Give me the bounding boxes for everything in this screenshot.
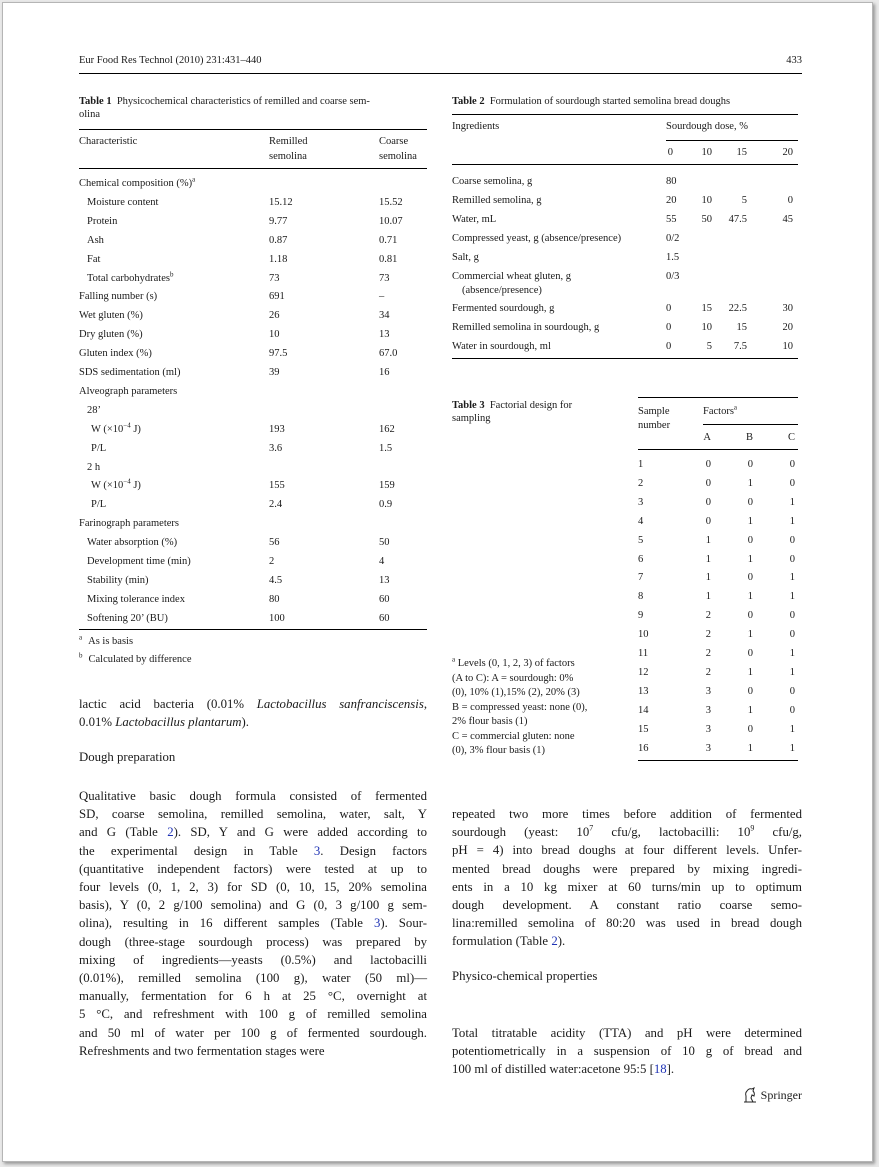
table-2-value: 5 (706, 341, 712, 353)
text-line: olina), resulting in 16 different samples (Table 3). Sour- (79, 916, 427, 931)
table-3-factor-level: 0 (789, 704, 795, 716)
table-3-sample-number: 2 (638, 477, 644, 489)
table-3-factor-level: 2 (705, 610, 711, 622)
table-1-coarse-value: 0.9 (379, 499, 393, 511)
table-3-sample-number: 5 (638, 534, 644, 546)
table-1-row-label: Total carbohydrates$^b$ (87, 270, 174, 284)
table-2-value: 1.5 (666, 251, 680, 263)
table-3-factor-level: 0 (747, 534, 753, 546)
text-line: Qualitative basic dough formula consisted of fermented (79, 789, 427, 803)
table-2-value: 20 (666, 194, 677, 206)
table-3-sample-number: 8 (638, 591, 644, 603)
text-line: 100 ml of distilled water:acetone 95:5 [18]. (452, 1062, 675, 1077)
table-3-col-factors (703, 405, 737, 418)
text-line: manually, fermentation for 6 h at 25 °C, overnight at (79, 989, 427, 1004)
table-2 (452, 95, 798, 365)
table-3-sample-number: 4 (638, 515, 644, 527)
table-1-remilled-value: 56 (269, 537, 280, 549)
table-2-value: 15 (736, 322, 747, 334)
table-3-factor-level: 1 (789, 723, 795, 735)
table-2-value: 50 (701, 213, 712, 225)
species-name: Lactobacillus plantarum (115, 715, 242, 730)
table-2-bottom-rule (452, 358, 798, 359)
table-1-remilled-value: 26 (269, 310, 280, 322)
table-2-caption (452, 95, 730, 108)
table-3-footnote-line: 2% flour basis (1) (452, 716, 528, 727)
text-line: Total titratable acidity (TTA) and pH were determined (452, 1026, 802, 1040)
text-line: the experimental design in Table 3. Design factors (79, 843, 428, 858)
table-1-remilled-value: 73 (269, 272, 280, 284)
table-3-factor-level: 0 (747, 723, 753, 735)
table-2-value: 15 (701, 303, 712, 315)
table-1-coarse-value: 73 (379, 272, 390, 284)
table-2-value: 0/2 (666, 232, 680, 244)
table-1-remilled-value: 3.6 (269, 442, 283, 454)
table-1-row-label: Fat (87, 253, 101, 265)
table-2-value: 45 (782, 213, 793, 225)
table-1-footnote (79, 635, 133, 648)
table-1-row-label: Dry gluten (%) (79, 329, 143, 341)
table-1-row-label: Wet gluten (%) (79, 310, 143, 322)
table-2-header-rule (452, 164, 798, 165)
text-line: basis), Y (0, 2 g/100 semolina) and G (0, 3 g/100 g sem- (79, 898, 427, 913)
table-3-factor-level: 1 (705, 572, 711, 584)
text-line: formulation (Table 2). (452, 934, 566, 949)
table-1-row-label: Alveograph parameters (79, 385, 178, 397)
table-1-row-label: 2 h (87, 461, 101, 473)
cross-reference: 2 (551, 934, 558, 949)
table-3-factor-level: 0 (747, 610, 753, 622)
table-3-footnote (452, 657, 627, 759)
table-3-col-sample-1: Sample (638, 406, 670, 417)
table-2-value: 55 (666, 213, 677, 225)
table-1 (79, 95, 427, 675)
table-2-row-label: Fermented sourdough, g (452, 303, 555, 315)
table-2-col-dose: Sourdough dose, % (666, 121, 748, 132)
table-3-factor-level: 3 (705, 742, 711, 754)
table-3-factor-level: 1 (789, 572, 795, 584)
table-1-remilled-value: 80 (269, 593, 280, 605)
text-line: 5 °C, and refreshment with 100 g of remilled semolina (79, 1007, 427, 1022)
table-3-factor-level: 3 (705, 723, 711, 735)
table-1-coarse-value: 162 (379, 423, 395, 435)
table-1-coarse-value: 15.52 (379, 196, 403, 208)
table-3-footnote-mark: a (452, 655, 456, 664)
table-3-factor-level: 1 (789, 591, 795, 603)
table-3-factor-level: 0 (789, 610, 795, 622)
table-3-sample-number: 12 (638, 666, 649, 678)
table-3-factor-level: 1 (705, 553, 711, 565)
table-1-remilled-value: 2 (269, 556, 275, 567)
table-1-row-label: Softening 20’ (BU) (87, 612, 168, 624)
table-1-coarse-value: 159 (379, 480, 395, 492)
text-line: four levels (0, 1, 2, 3) for SD (0, 10, 15, 20% semolina (79, 880, 427, 895)
table-1-label: Table 1 (79, 96, 112, 107)
table-1-coarse-value: 10.07 (379, 215, 403, 227)
table-1-row-label: P/L (91, 442, 107, 454)
text-line: dough (three-stage sourdough process) was prepared by (79, 934, 427, 949)
table-1-remilled-value: 97.5 (269, 348, 288, 360)
table-2-row-label: Water, mL (452, 213, 497, 225)
table-3-factor-level: 0 (705, 515, 711, 527)
table-3-top-rule (638, 397, 798, 398)
table-1-row-label: Falling number (s) (79, 291, 158, 303)
table-3-factor-level: 0 (789, 685, 795, 697)
table-3-factors-sup: a (733, 403, 738, 412)
header-rule (79, 73, 802, 74)
table-1-row-label: SDS sedimentation (ml) (79, 367, 181, 378)
publisher-logo (743, 1087, 802, 1103)
table-3-factor-level: 1 (747, 477, 753, 489)
text-line: dough development. A constant ratio coarse semo- (452, 898, 802, 913)
table-2-dose-header: 15 (736, 147, 747, 158)
table-2-value: 0/3 (666, 270, 680, 282)
table-3-sample-number: 16 (638, 742, 649, 754)
table-3-factor-level: 1 (747, 515, 753, 527)
table-3-factor-level: 1 (747, 666, 753, 678)
table-1-row-sup: a (192, 175, 196, 184)
table-1-footnote-text: As is basis (88, 636, 134, 647)
text-line: potentiometrically in a suspension of 10 g of bread and (452, 1044, 802, 1059)
table-2-dose-header: 20 (782, 147, 793, 158)
table-1-remilled-value: 155 (269, 480, 285, 492)
table-2-value: 10 (701, 322, 712, 334)
table-1-bottom-rule (79, 629, 427, 630)
table-2-row-label: Water in sourdough, ml (452, 341, 551, 353)
table-1-coarse-value: – (379, 291, 385, 303)
table-2-row-label: Remilled semolina in sourdough, g (452, 322, 600, 334)
cross-reference: 3 (313, 843, 321, 858)
publisher-name: Springer (760, 1087, 802, 1102)
text-line: lactic acid bacteria (0.01% Lactobacillus sanfranciscensis, (79, 697, 428, 711)
table-3-factor-level: 2 (705, 648, 711, 659)
table-3-factor-level: 0 (747, 648, 753, 659)
section-title-physico-chemical: Physico-chemical properties (452, 969, 598, 983)
table-2-row-label: Coarse semolina, g (452, 176, 533, 187)
table-2-value: 80 (666, 176, 677, 187)
physico-chemical-paragraph (452, 1024, 802, 1079)
text-line: 0.01% Lactobacillus plantarum). (79, 715, 249, 730)
table-1-caption (79, 95, 427, 121)
table-2-row-label: Remilled semolina, g (452, 194, 542, 206)
table-3-factor-level: 3 (705, 685, 711, 697)
table-1-row-label: Protein (87, 215, 118, 227)
table-1-row-label: Development time (min) (87, 556, 191, 567)
exponent: 9 (750, 823, 755, 833)
table-1-row-label: 28’ (87, 404, 101, 416)
table-1-coarse-value: 60 (379, 612, 390, 624)
table-1-remilled-value: 9.77 (269, 215, 288, 227)
exponent: 7 (589, 823, 594, 833)
table-3-sample-number: 11 (638, 648, 649, 659)
table-1-footnote-mark: b (79, 651, 83, 660)
table-1-footnote-text: Calculated by difference (88, 654, 192, 665)
left-intro-paragraph (79, 695, 427, 731)
table-3-factor-level: 0 (789, 477, 795, 489)
table-2-value: 0 (666, 303, 672, 315)
table-3-factor-level: 0 (705, 496, 711, 508)
table-1-remilled-value: 2.4 (269, 499, 283, 511)
table-2-value: 7.5 (733, 341, 747, 353)
table-2-value: 0 (666, 322, 672, 334)
text-line: and G (Table 2). SD, Y and G were added according to (79, 825, 427, 840)
springer-horse-icon (743, 1087, 757, 1103)
table-3-factor-level: 0 (747, 572, 753, 584)
table-3-sample-number: 6 (638, 553, 644, 565)
table-1-remilled-value: 0.87 (269, 234, 288, 246)
table-1-row-sup: b (169, 270, 174, 278)
running-header (79, 55, 802, 66)
page-number: 433 (786, 55, 802, 66)
table-3-factor-level: 1 (789, 666, 795, 678)
table-1-col-coarse-1: Coarse (379, 136, 409, 147)
table-3-col-sample-2: number (638, 420, 671, 431)
table-3-factor-level: 3 (705, 704, 711, 716)
table-3-factor-level: 1 (789, 496, 795, 508)
table-1-remilled-value: 10 (269, 329, 280, 341)
species-name: Lactobacillus sanfranciscensis (256, 697, 424, 711)
table-1-row-label: Ash (87, 234, 104, 246)
table-1-col-remilled-1: Remilled (269, 136, 308, 147)
cross-reference: 2 (167, 825, 174, 840)
table-2-value: 10 (701, 194, 712, 206)
table-3-sample-number: 13 (638, 685, 649, 697)
table-1-remilled-value: 100 (269, 612, 285, 624)
table-2-value: 10 (782, 341, 793, 353)
text-line: mixing of ingredients—yeasts (0.5%) and lactobacilli (79, 952, 427, 967)
table-3-factor-level: 2 (705, 666, 711, 678)
table-3-factor-level: 1 (789, 648, 795, 659)
text-line: lina:remilled semolina of 80:20 was used in bread dough (452, 916, 802, 931)
table-3-caption (452, 399, 627, 425)
table-1-coarse-value: 0.81 (379, 253, 398, 265)
table-1-remilled-value: 4.5 (269, 574, 283, 586)
table-2-value: 30 (782, 303, 793, 315)
table-3-factor-level: 1 (789, 742, 795, 754)
table-1-row-label: Farinograph parameters (79, 518, 180, 530)
text-line: (0.01%), remilled semolina (100 g), water (50 ml)— (79, 971, 427, 986)
table-3-footnote-line: (0), 10% (1),15% (2), 20% (3) (452, 687, 580, 698)
table-1-row-label: Mixing tolerance index (87, 593, 185, 605)
table-1-footnote (79, 653, 192, 666)
table-2-value: 20 (782, 322, 793, 334)
cross-reference: 18 (653, 1062, 667, 1077)
dough-preparation-paragraph (79, 787, 427, 1060)
table-3-factor-level: 0 (747, 459, 753, 470)
table-2-dose-header: 0 (667, 147, 673, 158)
table-2-value: 22.5 (728, 303, 747, 315)
page (2, 2, 873, 1162)
table-3-factor-level: 1 (705, 591, 711, 603)
text-line: and 50 ml of water per 100 g of fermented sourdough. (79, 1025, 427, 1040)
table-1-row-label: Moisture content (87, 196, 159, 208)
table-3-footnote-line: B = compressed yeast: none (0), (452, 701, 588, 713)
table-3-factor-level: 1 (747, 629, 753, 641)
table-2-dose-rule (666, 140, 798, 141)
table-1-remilled-value: 193 (269, 423, 285, 435)
table-1-top-rule (79, 129, 427, 130)
table-1-coarse-value: 50 (379, 537, 390, 549)
table-3 (452, 397, 802, 767)
table-2-title: Formulation of sourdough started semolina bread doughs (489, 96, 731, 107)
table-2-col-ingredients: Ingredients (452, 121, 500, 132)
table-3-sample-number: 10 (638, 629, 649, 641)
table-1-col-coarse-2: semolina (379, 151, 417, 162)
table-3-sample-number: 7 (638, 572, 644, 584)
table-3-factor-level: 0 (789, 629, 795, 641)
table-1-remilled-value: 15.12 (269, 196, 293, 208)
table-2-value: 0 (666, 341, 672, 353)
table-1-row-label: W ($\times 10^{-4}$ J) (91, 477, 141, 492)
table-2-value: 5 (741, 194, 747, 206)
table-3-factor-level: 0 (747, 685, 753, 697)
text-line: SD, coarse semolina, remilled semolina, water, salt, Y (79, 807, 427, 822)
table-1-row-label: Stability (min) (87, 574, 149, 586)
table-3-factor-level: 1 (789, 515, 795, 527)
table-1-coarse-value: 13 (379, 329, 390, 341)
journal-citation: Eur Food Res Technol (2010) 231:431–440 (79, 55, 262, 66)
table-1-footnote-mark: a (79, 633, 83, 642)
table-1-row-label: Water absorption (%) (87, 537, 178, 549)
table-3-footnote-line: (0), 3% flour basis (1) (452, 745, 546, 756)
table-2-top-rule (452, 114, 798, 115)
table-3-factor-level: 0 (789, 534, 795, 546)
table-3-title-line2: sampling (452, 413, 491, 424)
table-1-coarse-value: 34 (379, 310, 390, 322)
table-1-row-sup: −4 (123, 477, 131, 486)
table-3-factor-level: 0 (789, 459, 795, 470)
table-3-footnote-line: C = commercial gluten: none (452, 730, 575, 742)
table-3-header-rule (638, 449, 798, 450)
text-line: (quantitative independent factors) were tested at up to (79, 861, 427, 876)
table-3-label: Table 3 (452, 400, 485, 411)
table-1-coarse-value: 60 (379, 593, 390, 605)
section-title-dough-preparation: Dough preparation (79, 750, 176, 764)
text-line: pH = 4) into bread doughs at four different levels. Unfer- (452, 843, 802, 858)
table-3-factor-level: 1 (747, 742, 753, 754)
table-1-header-rule (79, 168, 427, 169)
table-3-factor-level: 0 (705, 477, 711, 489)
table-2-row-label: (absence/presence) (462, 284, 542, 296)
table-1-remilled-value: 1.18 (269, 253, 288, 265)
table-1-title-line1: Physicochemical characteristics of remilled and coarse sem- (116, 96, 370, 107)
cross-reference: 3 (373, 916, 381, 931)
table-3-factor-level: 1 (747, 553, 753, 565)
table-1-coarse-value: 13 (379, 574, 390, 586)
text-line: ents in a 10 kg mixer at 60 turns/min up to optimum (452, 879, 802, 894)
table-2-value: 0 (787, 194, 793, 206)
table-1-col-remilled-2: semolina (269, 151, 307, 162)
text-line: repeated two more times before addition of fermented (452, 807, 802, 821)
table-3-factor-header: A (703, 432, 711, 443)
table-3-factor-level: 2 (705, 629, 711, 641)
table-2-label: Table 2 (452, 96, 485, 107)
table-3-factor-header: B (745, 432, 753, 443)
table-1-row-label: Chemical composition (%)$^a$ (79, 175, 196, 189)
table-1-row-label: Gluten index (%) (79, 348, 152, 360)
table-3-sample-number: 9 (638, 610, 644, 622)
table-1-remilled-value: 39 (269, 367, 280, 378)
table-1-row-label: P/L (91, 499, 107, 511)
table-3-factor-level: 0 (747, 496, 753, 508)
table-3-sample-number: 3 (638, 496, 644, 508)
table-3-footnote-line: $^a$ Levels (0, 1, 2, 3) of factors (452, 655, 575, 669)
table-2-value: 47.5 (728, 213, 747, 225)
table-1-row-sup: −4 (123, 421, 131, 430)
table-3-title-line1: Factorial design for (489, 400, 573, 411)
table-3-bottom-rule (638, 760, 798, 761)
table-1-coarse-value: 1.5 (379, 442, 393, 454)
table-3-factor-level: 1 (747, 591, 753, 603)
table-2-row-label: Compressed yeast, g (absence/presence) (452, 232, 622, 244)
table-3-footnote-line: (A to C): A = sourdough: 0% (452, 672, 574, 684)
text-line: mented bread doughs were prepared by mixing ingredi- (452, 861, 802, 876)
table-1-title-line2: olina (79, 109, 100, 120)
table-3-sample-number: 15 (638, 723, 649, 735)
table-3-factors-rule (703, 424, 798, 425)
table-1-remilled-value: 691 (269, 291, 285, 303)
table-1-coarse-value: 67.0 (379, 348, 398, 360)
table-3-sample-number: 1 (638, 459, 644, 470)
table-3-factor-header: C (787, 432, 795, 443)
table-3-factor-level: 0 (789, 553, 795, 565)
table-3-sample-number: 14 (638, 704, 649, 716)
table-1-coarse-value: 4 (379, 556, 385, 567)
table-1-row-label: W ($\times 10^{-4}$ J) (91, 421, 141, 435)
table-1-col-characteristic: Characteristic (79, 136, 138, 147)
table-1-coarse-value: 16 (379, 367, 390, 378)
table-3-factor-level: 1 (705, 534, 711, 546)
text-line: sourdough (yeast: $10^7$ cfu/g, lactobacilli: $10^9$ cfu/g, (452, 823, 802, 840)
table-3-factor-level: 0 (705, 459, 711, 470)
table-2-row-label: Commercial wheat gluten, g (452, 270, 571, 282)
table-2-row-label: Salt, g (452, 251, 479, 263)
table-3-factor-level: 1 (747, 704, 753, 716)
dough-preparation-paragraph-continued (452, 805, 802, 951)
table-3-col-factors-text: Factors (703, 406, 734, 417)
table-1-coarse-value: 0.71 (379, 234, 398, 246)
table-2-dose-header: 10 (701, 147, 712, 158)
text-line: Refreshments and two fermentation stages were (79, 1043, 325, 1058)
